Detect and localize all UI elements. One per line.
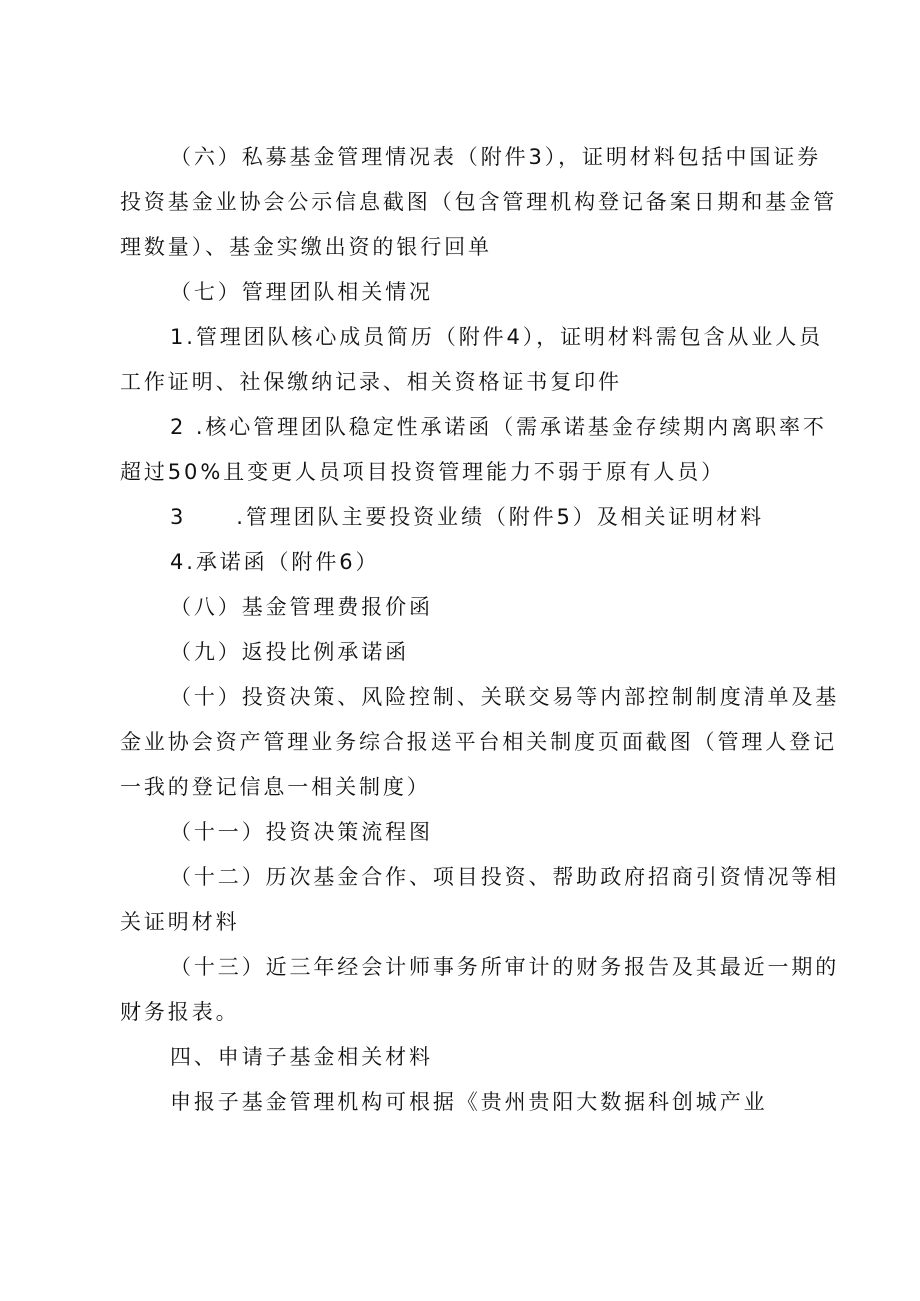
section-10-line-1: （十）投资决策、风险控制、关联交易等内部控制制度清单及基 xyxy=(170,685,840,709)
section-7-item-2-line-1: 2 .核心管理团队稳定性承诺函（需承诺基金存续期内离职率不 xyxy=(170,415,827,439)
section-9: （九）返投比例承诺函 xyxy=(170,640,409,664)
section-10-line-3: 一我的登记信息一相关制度） xyxy=(120,775,431,799)
section-11: （十一）投资决策流程图 xyxy=(170,820,433,844)
section-6-line-2: 投资基金业协会公示信息截图（包含管理机构登记备案日期和基金管 xyxy=(120,190,837,214)
section-7-item-2-line-2: 超过50%且变更人员项目投资管理能力不弱于原有人员） xyxy=(120,460,726,484)
section-13-line-2: 财务报表。 xyxy=(120,1000,240,1024)
section-7-item-3-text: .管理团队主要投资业绩（附件5）及相关证明材料 xyxy=(236,505,764,529)
section-7-item-1-line-2: 工作证明、社保缴纳记录、相关资格证书复印件 xyxy=(120,370,622,394)
section-10-line-2: 金业协会资产管理业务综合报送平台相关制度页面截图（管理人登记 xyxy=(120,730,837,754)
section-7-heading: （七）管理团队相关情况 xyxy=(170,280,433,304)
section-7-item-1-line-1: 1.管理团队核心成员简历（附件4），证明材料需包含从业人员 xyxy=(170,325,823,349)
section-8: （八）基金管理费报价函 xyxy=(170,595,433,619)
section-7-item-3-number: 3 xyxy=(170,505,187,529)
section-12-line-1: （十二）历次基金合作、项目投资、帮助政府招商引资情况等相 xyxy=(170,865,840,889)
section-12-line-2: 关证明材料 xyxy=(120,910,240,934)
part-4-heading: 四、申请子基金相关材料 xyxy=(170,1045,433,1069)
section-7-item-4: 4.承诺函（附件6） xyxy=(170,550,380,574)
section-7-item-3 xyxy=(170,497,764,537)
section-13-line-1: （十三）近三年经会计师事务所审计的财务报告及其最近一期的 xyxy=(170,955,840,979)
section-6-line-1: （六）私募基金管理情况表（附件3），证明材料包括中国证券 xyxy=(170,145,822,169)
section-6-line-3: 理数量）、基金实缴出资的银行回单 xyxy=(120,235,492,259)
part-4-intro: 申报子基金管理机构可根据《贵州贵阳大数据科创城产业 xyxy=(170,1090,768,1114)
